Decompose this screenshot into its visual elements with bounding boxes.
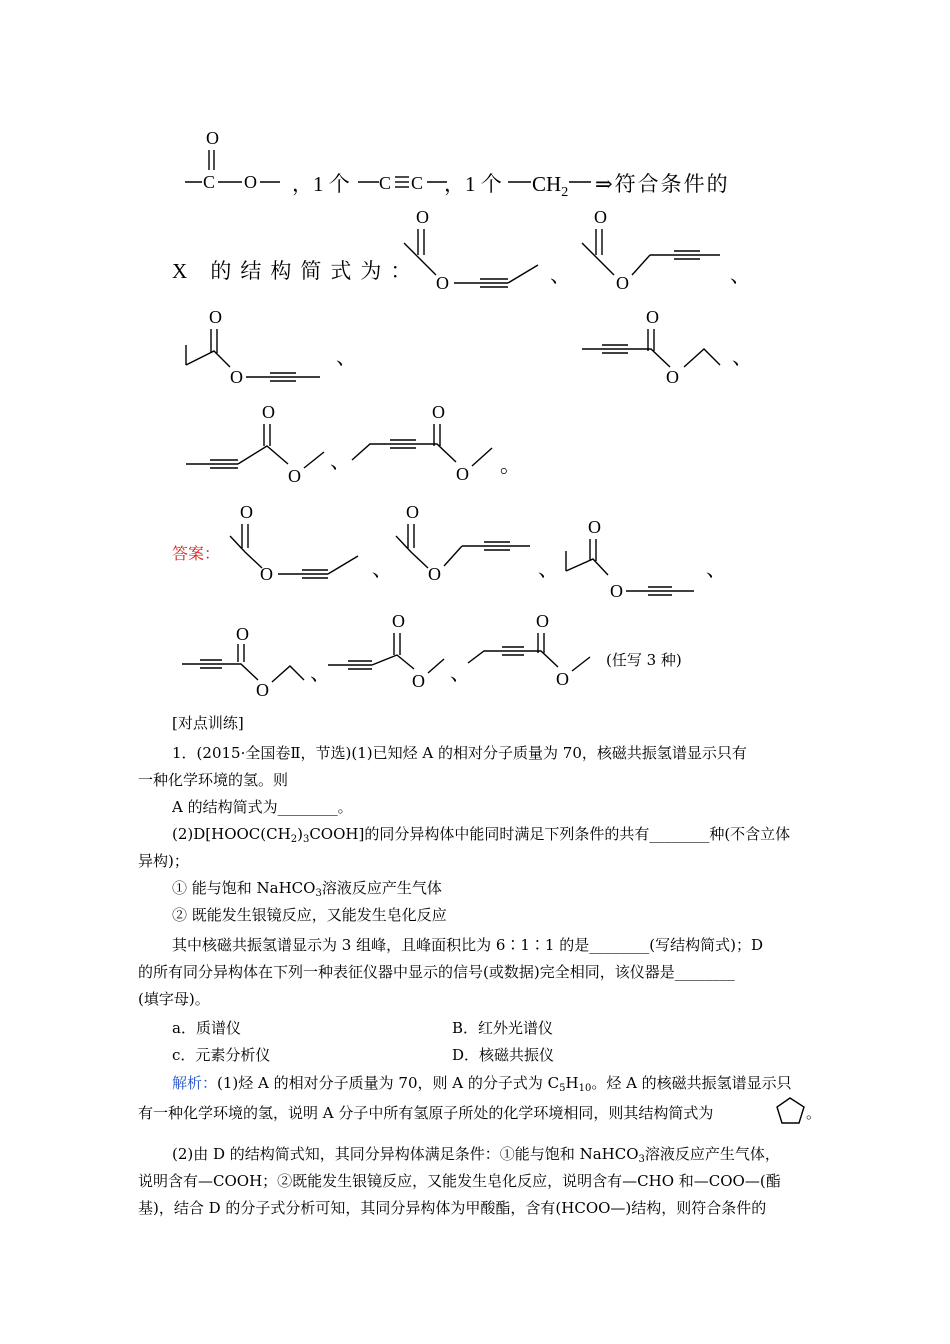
- analysis-line-2: 有一种化学环境的氢，说明 A 分子中所有氢原子所处的化学环境相同，则其结构简式为: [138, 1104, 714, 1122]
- svg-text:O: O: [646, 307, 659, 327]
- separator: 、: [372, 557, 393, 581]
- svg-text:O: O: [260, 564, 273, 584]
- structure-x5: [180, 400, 330, 490]
- svg-text:O: O: [666, 367, 679, 387]
- answer-label: 答案：: [172, 544, 221, 563]
- svg-text:O: O: [432, 402, 445, 422]
- answer-note: (任写 3 种): [606, 651, 682, 669]
- analysis-label: 解析：: [172, 1074, 218, 1092]
- option-c: c．元素分析仪: [172, 1046, 271, 1064]
- header-text-1: ，1 个: [292, 172, 350, 196]
- analysis-line-1: 解析：(1)烃 A 的相对分子质量为 70，则 A 的分子式为 $C_5H_{10}$。烃 A 的核磁共振氢谱显示只: [172, 1074, 792, 1094]
- condition-1: ① 能与饱和 NaHCO$_3$溶液反应产生气体: [172, 879, 442, 899]
- svg-text:O: O: [594, 207, 607, 227]
- answer-structure-6: [466, 605, 606, 695]
- svg-text:O: O: [288, 466, 301, 486]
- svg-text:O: O: [236, 624, 249, 644]
- svg-text:O: O: [392, 611, 405, 631]
- structure-x4: [580, 305, 740, 395]
- separator: 、: [450, 661, 471, 685]
- svg-text:O: O: [428, 564, 441, 584]
- cyclopentane-structure: [774, 1095, 810, 1129]
- condition-2: ② 既能发生银镜反应，又能发生皂化反应: [172, 906, 447, 924]
- period: 。: [500, 453, 521, 477]
- atom-label: O: [244, 172, 257, 192]
- separator: 、: [538, 557, 559, 581]
- answer-structure-5: [326, 605, 456, 695]
- svg-text:O: O: [588, 517, 601, 537]
- svg-text:O: O: [230, 367, 243, 387]
- separator: 、: [550, 263, 571, 287]
- option-d: D．核磁共振仪: [452, 1046, 555, 1064]
- separator: 、: [336, 345, 357, 369]
- answer-structure-1: [226, 500, 376, 590]
- practice-title: [对点训练]: [172, 714, 244, 732]
- separator: 、: [706, 557, 727, 581]
- analysis-line-3: (2)由 D 的结构简式知，其同分异构体满足条件：①能与饱和 NaHCO$_3$溶液反应产生气体，: [172, 1145, 780, 1165]
- atom-label: C: [379, 173, 392, 193]
- answer-structure-2: [392, 500, 542, 590]
- option-b: B．红外光谱仪: [452, 1019, 554, 1037]
- option-a: a．质谱仪: [172, 1019, 241, 1037]
- structure-x6: [350, 400, 510, 490]
- separator: 、: [310, 661, 331, 685]
- svg-text:O: O: [256, 680, 269, 700]
- separator: 、: [732, 345, 753, 369]
- question-2-line-2: 异构)；: [138, 852, 189, 870]
- svg-text:O: O: [240, 502, 253, 522]
- atom-label: C: [411, 173, 424, 193]
- separator: 、: [330, 449, 351, 473]
- svg-text:O: O: [536, 611, 549, 631]
- structure-x3: [180, 305, 330, 395]
- analysis-line-4: 说明含有—COOH；②既能发生银镜反应，又能发生皂化反应，说明含有—CHO 和—COO—(酯: [138, 1172, 781, 1190]
- svg-text:O: O: [456, 464, 469, 484]
- analysis-line-2-end: 。: [806, 1104, 822, 1122]
- x-label: X 的结构简式为：: [172, 259, 421, 283]
- header-text-2: ，1 个: [444, 172, 502, 196]
- question-1-line-1: 1．(2015·全国卷Ⅱ，节选)(1)已知烃 A 的相对分子质量为 70，核磁共振氢谱显示只有: [172, 744, 747, 762]
- atom-label: C: [203, 172, 216, 192]
- ester-fragment-structure: [180, 120, 300, 200]
- separator: 、: [730, 263, 751, 287]
- ch2-label: $CH_2$: [532, 172, 569, 200]
- structure-x2: [578, 205, 728, 295]
- svg-text:O: O: [406, 502, 419, 522]
- header-tail: ⇒符合条件的: [595, 172, 730, 196]
- answer-structure-4: [180, 610, 320, 700]
- svg-text:O: O: [610, 581, 623, 601]
- svg-text:O: O: [262, 402, 275, 422]
- question-1-line-3: A 的结构简式为________。: [172, 798, 353, 816]
- question-2-line-5: (填字母)。: [138, 990, 210, 1008]
- answer-structure-3: [560, 515, 710, 605]
- atom-label: O: [206, 128, 219, 148]
- question-1-line-2: 一种化学环境的氢。则: [138, 771, 289, 789]
- question-2-line-1: $(2)D[HOOC(CH_2)_3COOH]$的同分异构体中能同时满足下列条件的共有________种(不含立体: [172, 825, 791, 845]
- svg-text:O: O: [436, 273, 449, 293]
- question-2-line-3: 其中核磁共振氢谱显示为 3 组峰，且峰面积比为 6∶1∶1 的是________(写结构简式)；D: [172, 936, 763, 954]
- analysis-line-5: 基)，结合 D 的分子式分析可知，其同分异构体为甲酸酯，含有(HCOO—)结构，则符合条件的: [138, 1199, 767, 1217]
- structure-x1: [400, 205, 550, 295]
- svg-text:O: O: [412, 671, 425, 691]
- svg-text:O: O: [616, 273, 629, 293]
- svg-text:O: O: [556, 669, 569, 689]
- question-2-line-4: 的所有同分异构体在下列一种表征仪器中显示的信号(或数据)完全相同，该仪器是________: [138, 963, 735, 981]
- svg-text:O: O: [416, 207, 429, 227]
- svg-text:O: O: [209, 307, 222, 327]
